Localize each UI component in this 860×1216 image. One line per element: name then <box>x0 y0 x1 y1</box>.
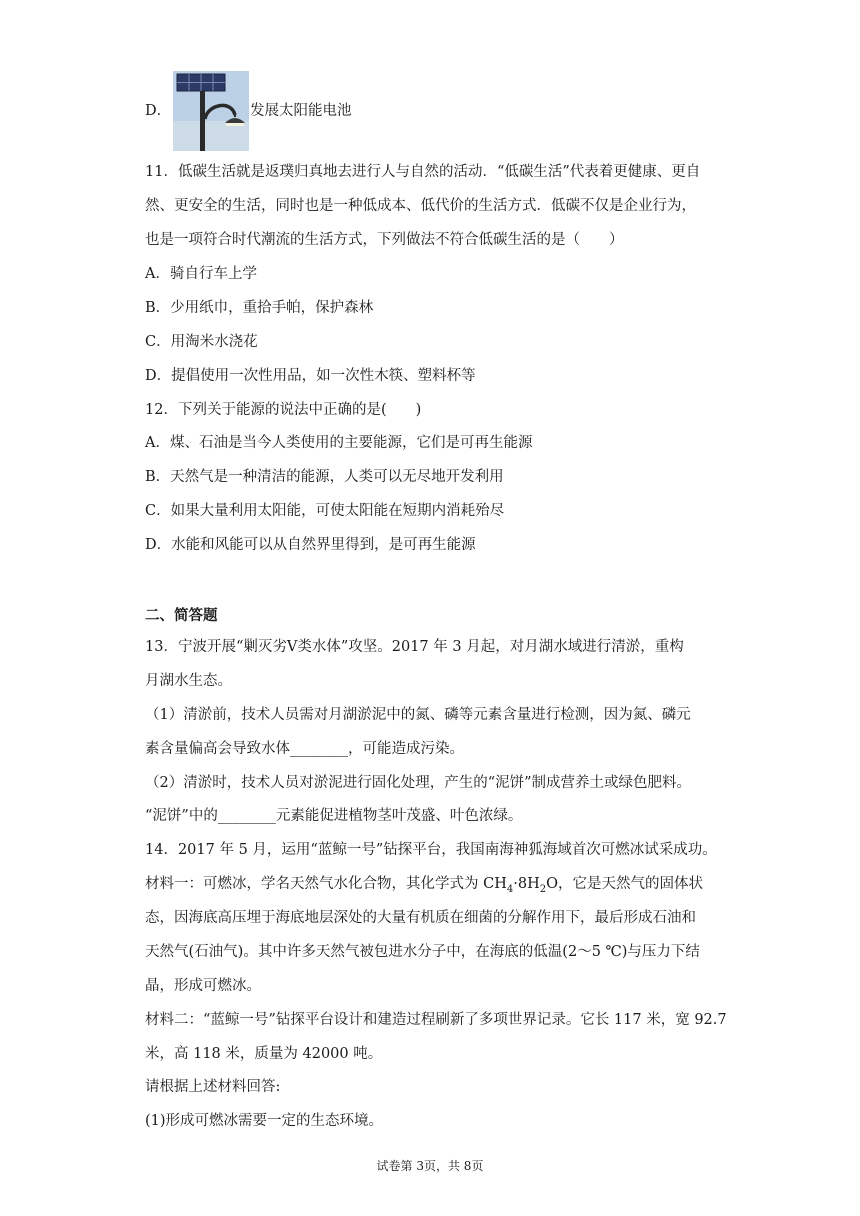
section-heading: 二、简答题 <box>145 607 218 624</box>
q11-stem-line-1: 11．低碳生活就是返璞归真地去进行人与自然的活动．“低碳生活”代表着更健康、更自 <box>145 164 701 180</box>
q14-subquestion-1: (1)形成可燃冰需要一定的生态环境。 <box>145 1113 384 1129</box>
q14-material1-line: 材料一：可燃冰，学名天然气水化合物，其化学式为 $CH_4\cdot 8H_2O$，它是天然气的固体状 <box>145 876 703 895</box>
q13-part1-line-1: （1）清淤前，技术人员需对月湖淤泥中的氮、磷等元素含量进行检测，因为氮、磷元 <box>145 707 691 723</box>
q13-part2-line-2: “泥饼”中的________元素能促进植物茎叶茂盛、叶色浓绿。 <box>145 808 523 824</box>
q11-stem-line-2: 然、更安全的生活，同时也是一种低成本、低代价的生活方式．低碳不仅是企业行为， <box>145 198 696 214</box>
q14-prompt: 请根据上述材料回答: <box>145 1079 281 1095</box>
q12-option-c: C．如果大量利用太阳能，可使太阳能在短期内消耗殆尽 <box>145 503 505 519</box>
q13-line-2: 月湖水生态。 <box>145 673 232 689</box>
q14-material2-line-1: 材料二：“蓝鲸一号”钻探平台设计和建造过程刷新了多项世界记录。它长 117 米，宽 92.7 <box>145 1012 727 1028</box>
q10-option-d-text: 发展太阳能电池 <box>250 103 352 119</box>
q12-stem: 12．下列关于能源的说法中正确的是( ) <box>145 402 422 418</box>
q11-option-b: B．少用纸巾，重拾手帕，保护森林 <box>145 300 374 316</box>
q11-stem-line-3: 也是一项符合时代潮流的生活方式，下列做法不符合低碳生活的是（ ） <box>145 232 624 248</box>
page-footer: 试卷第 3页，共 8页 <box>376 1159 484 1173</box>
q13-part2-line-1: （2）清淤时，技术人员对淤泥进行固化处理，产生的“泥饼”制成营养土或绿色肥料。 <box>145 775 692 791</box>
solar-street-lamp-icon <box>173 71 249 151</box>
q10-option-d-label: D． <box>145 103 172 119</box>
q13-part1-line-2: 素含量偏高会导致水体________，可能造成污染。 <box>145 741 464 757</box>
q11-option-d: D．提倡使用一次性用品，如一次性木筷、塑料杯等 <box>145 368 476 384</box>
q14-line-3: 态，因海底高压埋于海底地层深处的大量有机质在细菌的分解作用下，最后形成石油和 <box>145 910 696 926</box>
q11-option-c: C．用淘米水浇花 <box>145 334 258 350</box>
q14-line-5: 晶，形成可燃冰。 <box>145 978 261 994</box>
q11-option-a: A．骑自行车上学 <box>145 266 257 282</box>
q14-material2-line-2: 米，高 118 米，质量为 42000 吨。 <box>145 1046 383 1062</box>
q12-option-a: A．煤、石油是当今人类使用的主要能源，它们是可再生能源 <box>145 435 533 451</box>
q13-line-1: 13．宁波开展“剿灭劣Ⅴ类水体”攻坚。2017 年 3 月起，对月湖水域进行清淤，重构 <box>145 639 684 655</box>
q12-option-b: B．天然气是一种清洁的能源，人类可以无尽地开发利用 <box>145 469 504 485</box>
q14-line-4: 天然气(石油气)。其中许多天然气被包进水分子中，在海底的低温(2～5 ℃)与压力下结 <box>145 944 700 960</box>
q12-option-d: D．水能和风能可以从自然界里得到，是可再生能源 <box>145 537 476 553</box>
q14-line-1: 14．2017 年 5 月，运用“蓝鲸一号”钻探平台，我国南海神狐海域首次可燃冰试采成功。 <box>145 842 717 858</box>
